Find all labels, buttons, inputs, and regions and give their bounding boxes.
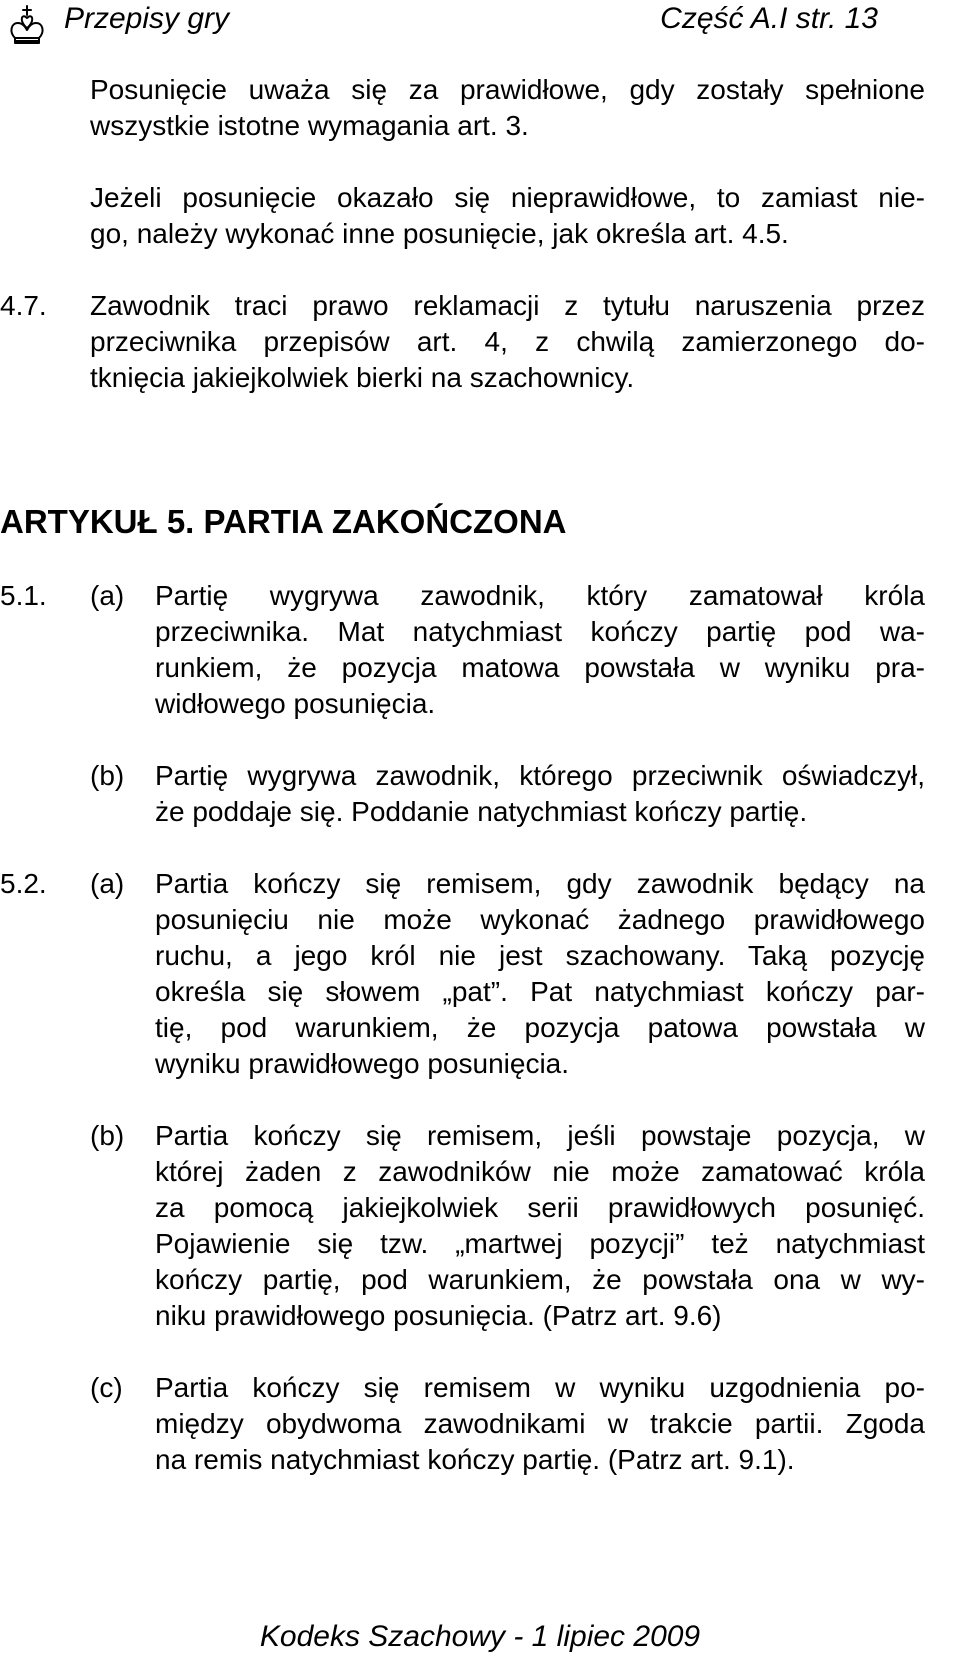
intro-p2-line-2: go, należy wykonać inne posunięcie, jak określa art. 4.5. xyxy=(90,218,789,249)
section-5-2-a-line-5: tię, pod warunkiem, że pozycja patowa powstała w xyxy=(155,1012,925,1043)
section-5-2-a-line-4: określa się słowem „pat”. Pat natychmiast kończy par- xyxy=(155,976,925,1007)
intro-p2-line-1: Jeżeli posunięcie okazało się nieprawidłowe, to zamiast nie- xyxy=(90,182,925,213)
section-5-2-c-line-1: Partia kończy się remisem w wyniku uzgodnienia po- xyxy=(155,1372,925,1403)
section-5-1-a-line-4: widłowego posunięcia. xyxy=(155,688,436,719)
section-5-1-b-line-1: Partię wygrywa zawodnik, którego przeciwnik oświadczył, xyxy=(155,760,925,791)
header-page-ref: Część A.I str. 13 xyxy=(660,2,878,35)
section-5-2-a-line-3: ruchu, a jego król nie jest szachowany. Taką pozycję xyxy=(155,940,925,971)
section-5-2-c-line-3: na remis natychmiast kończy partię. (Patrz art. 9.1). xyxy=(155,1444,795,1475)
section-5-1-a-line-2: przeciwnika. Mat natychmiast kończy partię pod wa- xyxy=(155,616,925,647)
intro-p1-line-1: Posunięcie uważa się za prawidłowe, gdy zostały spełnione xyxy=(90,74,925,105)
section-5-2-number: 5.2. xyxy=(0,868,47,899)
section-5-1-a-line-1: Partię wygrywa zawodnik, który zamatował króla xyxy=(155,580,925,611)
article-title: ARTYKUŁ 5. PARTIA ZAKOŃCZONA xyxy=(0,503,567,540)
section-5-2-b-label: (b) xyxy=(90,1120,125,1151)
section-5-2-a-line-2: posunięciu nie może wykonać żadnego prawidłowego xyxy=(155,904,925,935)
section-5-2-b-line-6: niku prawidłowego posunięcia. (Patrz art. 9.6) xyxy=(155,1300,722,1331)
page-header xyxy=(0,0,960,48)
section-5-2-a-line-1: Partia kończy się remisem, gdy zawodnik będący na xyxy=(155,868,925,899)
section-5-2-b-line-5: kończy partię, pod warunkiem, że powstała ona w wy- xyxy=(155,1264,925,1295)
section-5-1-a-line-3: runkiem, że pozycja matowa powstała w wyniku pra- xyxy=(155,652,925,683)
section-4-7-line-3: tknięcia jakiejkolwiek bierki na szachownicy. xyxy=(90,362,635,393)
section-4-7-line-2: przeciwnika przepisów art. 4, z chwilą zamierzonego do- xyxy=(90,326,925,357)
section-4-7-line-1: Zawodnik traci prawo reklamacji z tytułu naruszenia przez xyxy=(90,290,925,321)
section-5-1-b-line-2: że poddaje się. Poddanie natychmiast kończy partię. xyxy=(155,796,808,827)
section-5-2-b-line-2: której żaden z zawodników nie może zamatować króla xyxy=(155,1156,925,1187)
section-5-2-c-line-2: między obydwoma zawodnikami w trakcie partii. Zgoda xyxy=(155,1408,925,1439)
section-5-2-b-line-4: Pojawienie się tzw. „martwej pozycji” też natychmiast xyxy=(155,1228,925,1259)
section-5-2-a-line-6: wyniku prawidłowego posunięcia. xyxy=(155,1048,570,1079)
section-5-1-b-label: (b) xyxy=(90,760,125,791)
section-5-1-number: 5.1. xyxy=(0,580,47,611)
section-5-1-a-label: (a) xyxy=(90,580,125,611)
section-5-2-c-label: (c) xyxy=(90,1372,123,1403)
section-4-7-number: 4.7. xyxy=(0,290,47,321)
section-5-2-b-line-3: za pomocą jakiejkolwiek serii prawidłowych posunięć. xyxy=(155,1192,925,1223)
page-footer: Kodeks Szachowy - 1 lipiec 2009 xyxy=(259,1620,701,1653)
intro-p1-line-2: wszystkie istotne wymagania art. 3. xyxy=(90,110,529,141)
section-5-2-b-line-1: Partia kończy się remisem, jeśli powstaje pozycja, w xyxy=(155,1120,925,1151)
chess-king-icon xyxy=(6,4,48,46)
header-title: Przepisy gry xyxy=(64,2,230,35)
section-5-2-a-label: (a) xyxy=(90,868,125,899)
